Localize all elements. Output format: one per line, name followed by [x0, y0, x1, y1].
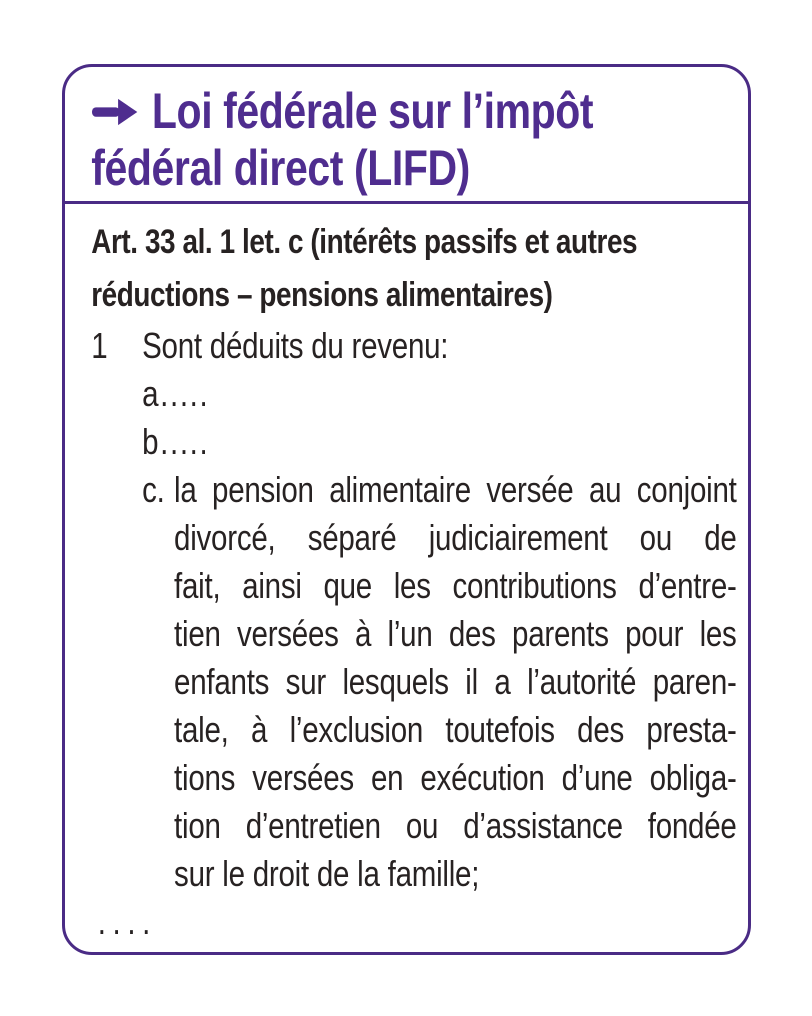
title-text-line1: Loi fédérale sur l’impôt: [151, 83, 594, 139]
card-content: [65, 67, 748, 946]
title-divider: [65, 201, 748, 204]
text-line: tien versées à l’un des parents pour les: [174, 613, 737, 654]
card-title-line1: [91, 83, 736, 140]
article-heading-line2: réductions – pensions alimentaires): [91, 276, 553, 314]
text-line: sur le droit de la famille;: [174, 853, 480, 894]
law-excerpt-card: [62, 64, 751, 955]
trailing-ellipsis: ....: [97, 901, 157, 942]
item-c: [142, 466, 737, 898]
clause-1: [91, 322, 736, 898]
text-line: fait, ainsi que les contributions d’entre-: [174, 565, 737, 606]
item-b: b.....: [142, 421, 210, 462]
article-heading-line1: Art. 33 al. 1 let. c (intérêts passifs et autres: [91, 223, 638, 261]
clause-body: [142, 322, 737, 898]
text-line: enfants sur lesquels il a l’autorité paren-: [174, 661, 737, 702]
text-line: tion d’entretien ou d’assistance fondée: [174, 805, 737, 846]
text-line: la pension alimentaire versée au conjoint: [174, 469, 737, 510]
item-c-marker: c.: [142, 469, 165, 510]
text-line: divorcé, séparé judiciairement ou de: [174, 517, 737, 558]
right-arrow-icon: [91, 97, 139, 127]
clause-number: 1: [91, 325, 108, 366]
text-line: tions versées en exécution d’une obliga-: [174, 757, 737, 798]
text-line: tale, à l’exclusion toutefois des presta-: [174, 709, 737, 750]
article-heading: [65, 216, 748, 322]
item-a: a.....: [142, 373, 210, 414]
clause-intro: Sont déduits du revenu:: [142, 325, 449, 366]
card-title: [65, 67, 748, 197]
item-c-text: [174, 466, 737, 898]
article-body: [65, 322, 748, 946]
title-text-line2: fédéral direct (LIFD): [91, 140, 470, 196]
